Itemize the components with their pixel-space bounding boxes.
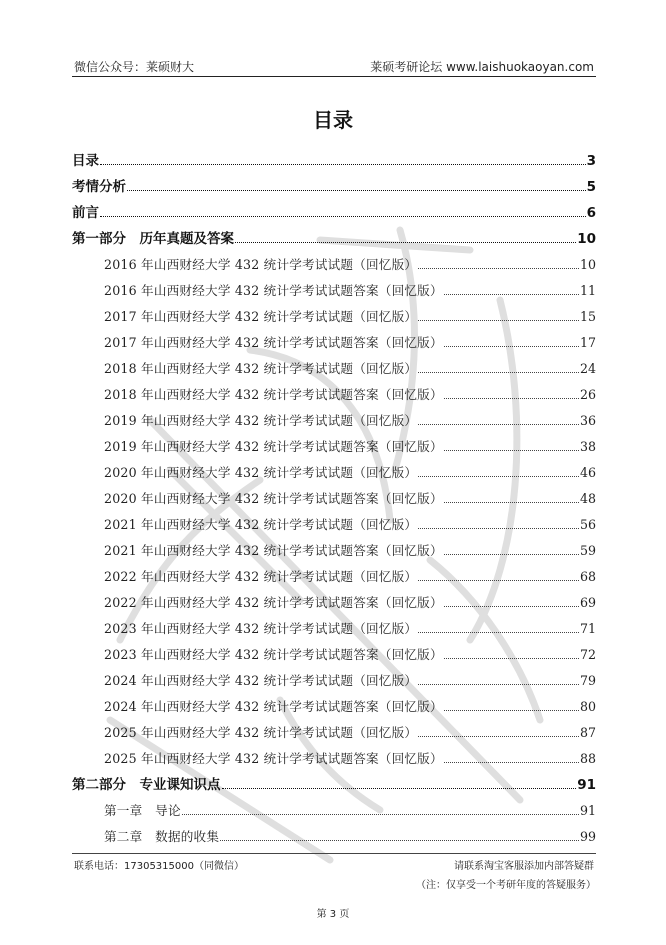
toc-entry-page: 91: [577, 777, 596, 793]
toc-entry-page: 56: [579, 517, 596, 532]
toc-entry-label: 2018 年山西财经大学 432 统计学考试试题答案（回忆版）: [104, 387, 443, 402]
toc-entry[interactable]: [72, 434, 596, 460]
toc-entry-page: 87: [579, 725, 596, 740]
toc-leader-dots: [220, 824, 579, 841]
toc-entry[interactable]: [72, 772, 596, 798]
toc-entry[interactable]: [72, 564, 596, 590]
toc-entry-label: 2019 年山西财经大学 432 统计学考试试题答案（回忆版）: [104, 439, 443, 454]
table-of-contents: [72, 148, 596, 850]
toc-entry-page: 59: [579, 543, 596, 558]
toc-entry-label: 2018 年山西财经大学 432 统计学考试试题（回忆版）: [104, 361, 418, 376]
toc-entry-label: 2024 年山西财经大学 432 统计学考试试题答案（回忆版）: [104, 699, 443, 714]
toc-entry[interactable]: [72, 694, 596, 720]
toc-entry-label: 2016 年山西财经大学 432 统计学考试试题（回忆版）: [104, 257, 418, 272]
toc-entry[interactable]: [72, 824, 596, 850]
toc-entry-page: 3: [586, 153, 596, 169]
toc-entry-label: 目录: [72, 153, 99, 169]
toc-leader-dots: [444, 330, 579, 347]
toc-entry-label: 2025 年山西财经大学 432 统计学考试试题（回忆版）: [104, 725, 418, 740]
toc-entry[interactable]: [72, 616, 596, 642]
toc-leader-dots: [182, 798, 579, 815]
toc-entry-label: 第二章 数据的收集: [104, 829, 220, 844]
toc-leader-dots: [444, 642, 579, 659]
toc-entry[interactable]: [72, 746, 596, 772]
toc-entry-label: 第二部分 专业课知识点: [72, 777, 221, 793]
footer-phone: 联系电话：17305315000（同微信）: [74, 861, 244, 872]
toc-entry[interactable]: [72, 382, 596, 408]
toc-entry[interactable]: [72, 460, 596, 486]
toc-leader-dots: [418, 356, 579, 373]
toc-leader-dots: [127, 174, 586, 191]
toc-leader-dots: [418, 616, 579, 633]
toc-entry[interactable]: [72, 252, 596, 278]
toc-leader-dots: [100, 200, 586, 217]
toc-leader-dots: [222, 772, 577, 789]
toc-entry-page: 38: [579, 439, 596, 454]
toc-entry[interactable]: [72, 720, 596, 746]
toc-entry-page: 80: [579, 699, 596, 714]
toc-entry-page: 88: [579, 751, 596, 766]
toc-entry[interactable]: [72, 174, 596, 200]
toc-entry[interactable]: [72, 486, 596, 512]
toc-entry-label: 2021 年山西财经大学 432 统计学考试试题（回忆版）: [104, 517, 418, 532]
footer-divider: [72, 853, 596, 854]
toc-leader-dots: [444, 746, 579, 763]
toc-entry-page: 17: [579, 335, 596, 350]
toc-entry[interactable]: [72, 798, 596, 824]
toc-entry-label: 2021 年山西财经大学 432 统计学考试试题答案（回忆版）: [104, 543, 443, 558]
toc-entry[interactable]: [72, 304, 596, 330]
toc-entry-label: 2017 年山西财经大学 432 统计学考试试题（回忆版）: [104, 309, 418, 324]
toc-entry-label: 2025 年山西财经大学 432 统计学考试试题答案（回忆版）: [104, 751, 443, 766]
toc-leader-dots: [444, 278, 579, 295]
toc-entry-page: 24: [579, 361, 596, 376]
toc-entry-label: 2022 年山西财经大学 432 统计学考试试题答案（回忆版）: [104, 595, 443, 610]
footer-contact: 请联系淘宝客服添加内部答疑群: [454, 861, 594, 872]
toc-entry-page: 36: [579, 413, 596, 428]
toc-leader-dots: [418, 512, 579, 529]
toc-entry[interactable]: [72, 538, 596, 564]
toc-entry-page: 46: [579, 465, 596, 480]
header-forum-site: 莱硕考研论坛 www.laishuokaoyan.com: [370, 60, 594, 74]
toc-leader-dots: [444, 382, 579, 399]
toc-entry-label: 前言: [72, 205, 99, 221]
toc-entry-page: 72: [579, 647, 596, 662]
toc-entry-label: 第一章 导论: [104, 803, 181, 818]
toc-entry-label: 2017 年山西财经大学 432 统计学考试试题答案（回忆版）: [104, 335, 443, 350]
toc-entry[interactable]: [72, 512, 596, 538]
toc-entry-page: 5: [586, 179, 596, 195]
toc-leader-dots: [444, 538, 579, 555]
page-number: 第 3 页: [316, 909, 350, 920]
toc-entry-label: 2019 年山西财经大学 432 统计学考试试题（回忆版）: [104, 413, 418, 428]
toc-entry[interactable]: [72, 356, 596, 382]
toc-entry-label: 2022 年山西财经大学 432 统计学考试试题（回忆版）: [104, 569, 418, 584]
toc-entry-label: 2016 年山西财经大学 432 统计学考试试题答案（回忆版）: [104, 283, 443, 298]
toc-entry-label: 2020 年山西财经大学 432 统计学考试试题（回忆版）: [104, 465, 418, 480]
toc-leader-dots: [418, 668, 579, 685]
toc-entry-label: 2024 年山西财经大学 432 统计学考试试题（回忆版）: [104, 673, 418, 688]
toc-leader-dots: [444, 434, 579, 451]
toc-entry-page: 69: [579, 595, 596, 610]
toc-entry-page: 15: [579, 309, 596, 324]
toc-entry-page: 11: [579, 283, 596, 298]
toc-entry-page: 6: [586, 205, 596, 221]
toc-entry-label: 2023 年山西财经大学 432 统计学考试试题答案（回忆版）: [104, 647, 443, 662]
toc-entry-label: 2023 年山西财经大学 432 统计学考试试题（回忆版）: [104, 621, 418, 636]
toc-entry-label: 考情分析: [72, 179, 126, 195]
toc-leader-dots: [418, 720, 579, 737]
toc-entry-label: 第一部分 历年真题及答案: [72, 231, 234, 247]
toc-entry-label: 2020 年山西财经大学 432 统计学考试试题答案（回忆版）: [104, 491, 443, 506]
toc-leader-dots: [418, 564, 579, 581]
toc-leader-dots: [444, 590, 579, 607]
page-title: 目录: [313, 108, 353, 132]
toc-leader-dots: [418, 460, 579, 477]
footer-note: （注：仅享受一个考研年度的答疑服务）: [416, 880, 596, 891]
toc-leader-dots: [100, 148, 586, 165]
toc-entry[interactable]: [72, 642, 596, 668]
toc-entry-page: 48: [579, 491, 596, 506]
toc-entry-page: 79: [579, 673, 596, 688]
toc-entry-page: 91: [579, 803, 596, 818]
toc-entry-page: 10: [577, 231, 596, 247]
toc-entry[interactable]: [72, 408, 596, 434]
toc-entry-page: 71: [579, 621, 596, 636]
toc-entry[interactable]: [72, 226, 596, 252]
toc-leader-dots: [235, 226, 576, 243]
toc-entry[interactable]: [72, 148, 596, 174]
toc-entry[interactable]: [72, 278, 596, 304]
toc-leader-dots: [418, 408, 579, 425]
toc-entry[interactable]: [72, 590, 596, 616]
toc-entry[interactable]: [72, 668, 596, 694]
toc-leader-dots: [444, 486, 579, 503]
header-wechat-account: 微信公众号：莱硕财大: [74, 60, 195, 74]
toc-entry-page: 26: [579, 387, 596, 402]
toc-entry-page: 99: [579, 829, 596, 844]
toc-entry[interactable]: [72, 200, 596, 226]
page-header: [72, 57, 596, 77]
toc-leader-dots: [418, 252, 579, 269]
toc-leader-dots: [444, 694, 579, 711]
toc-entry-page: 68: [579, 569, 596, 584]
toc-leader-dots: [418, 304, 579, 321]
toc-entry-page: 10: [579, 257, 596, 272]
toc-entry[interactable]: [72, 330, 596, 356]
